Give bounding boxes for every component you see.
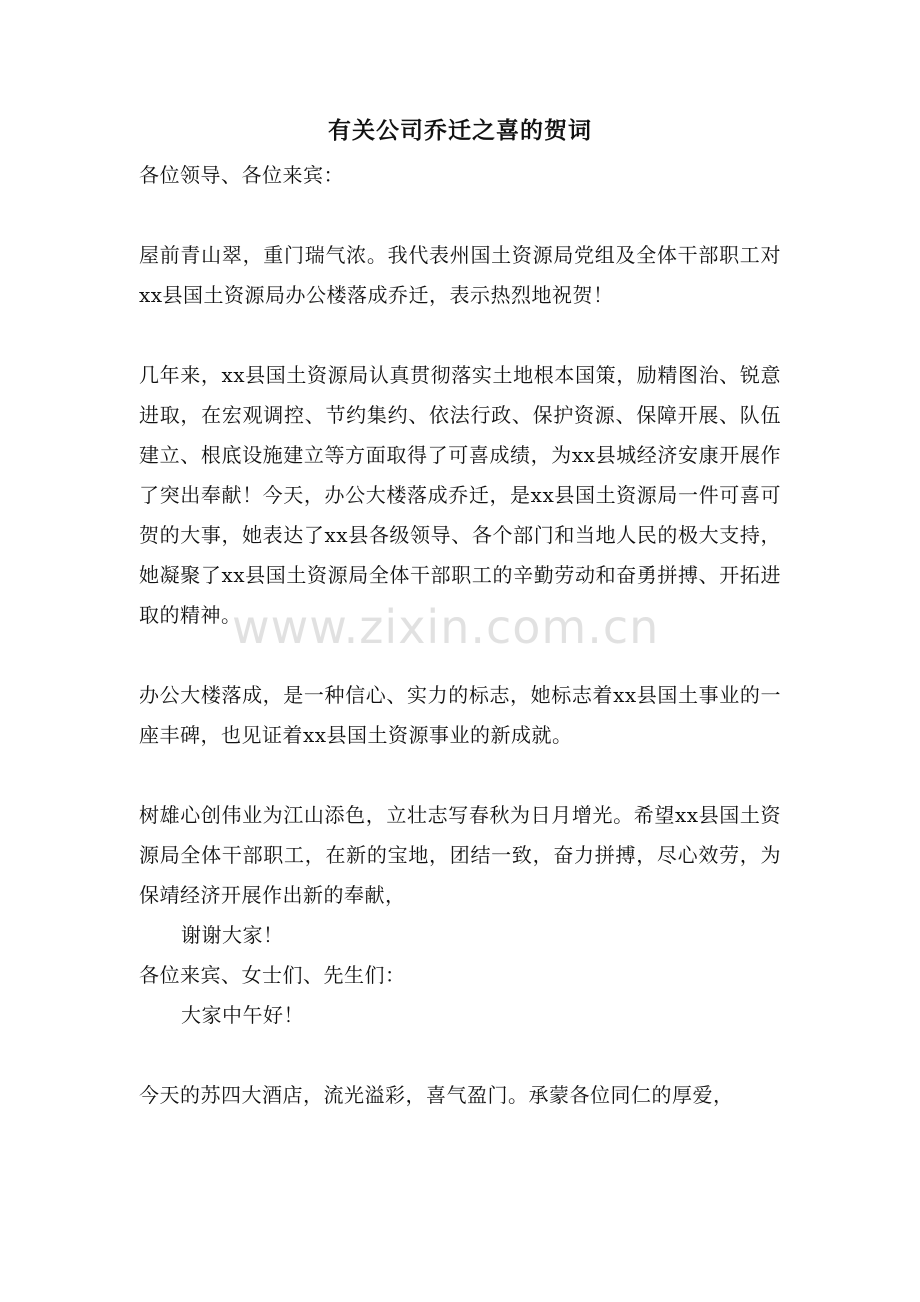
site-watermark: www.zixin.com.cn bbox=[232, 600, 660, 654]
thanks-line: 谢谢大家！ bbox=[181, 923, 284, 947]
paragraph-achievements: 几年来，xx县国土资源局认真贯彻落实土地根本国策，励精图治、锐意进取，在宏观调控、节约集约、依法行政、保护资源、保障开展、队伍建立、根底设施建立等方面取得了可喜成绩，为xx县城经济安康开展作了突出奉献！今天，办公大楼落成乔迁，是xx县国土资源局一件可喜可贺的大事，她表达了xx县各级领导、各个部门和当地人民的极大支持，她凝聚了xx县国土资源局全体干部职工的辛勤劳动和奋勇拼搏、开拓进取的精神。 bbox=[139, 363, 781, 627]
paragraph-spacer bbox=[139, 755, 781, 795]
greeting-line: 大家中午好！ bbox=[181, 1003, 304, 1027]
salutation-guests-ladies-gentlemen: 各位来宾、女士们、先生们： bbox=[139, 963, 406, 987]
paragraph-building-milestone: 办公大楼落成，是一种信心、实力的标志，她标志着xx县国土事业的一座丰碑，也见证着xx县国土资源事业的新成就。 bbox=[139, 683, 781, 747]
paragraph-hotel-opening: 今天的苏四大酒店，流光溢彩，喜气盈门。承蒙各位同仁的厚爱， bbox=[139, 1083, 734, 1107]
paragraph-spacer bbox=[139, 315, 781, 355]
paragraph-spacer bbox=[139, 1035, 781, 1075]
paragraph-hopes: 树雄心创伟业为江山添色，立壮志写春秋为日月增光。希望xx县国土资源局全体干部职工，在新的宝地，团结一致，奋力拼搏，尽心效劳，为保靖经济开展作出新的奉献， bbox=[139, 803, 781, 907]
document-title: 有关公司乔迁之喜的贺词 bbox=[328, 117, 592, 144]
paragraph-spacer bbox=[139, 195, 781, 235]
document-body bbox=[139, 155, 781, 1115]
paragraph-congratulation: 屋前青山翠，重门瑞气浓。我代表州国土资源局党组及全体干部职工对xx县国土资源局办公楼落成乔迁，表示热烈地祝贺！ bbox=[139, 243, 781, 307]
paragraph-spacer bbox=[139, 635, 781, 675]
salutation-leaders-guests: 各位领导、各位来宾： bbox=[139, 163, 344, 187]
